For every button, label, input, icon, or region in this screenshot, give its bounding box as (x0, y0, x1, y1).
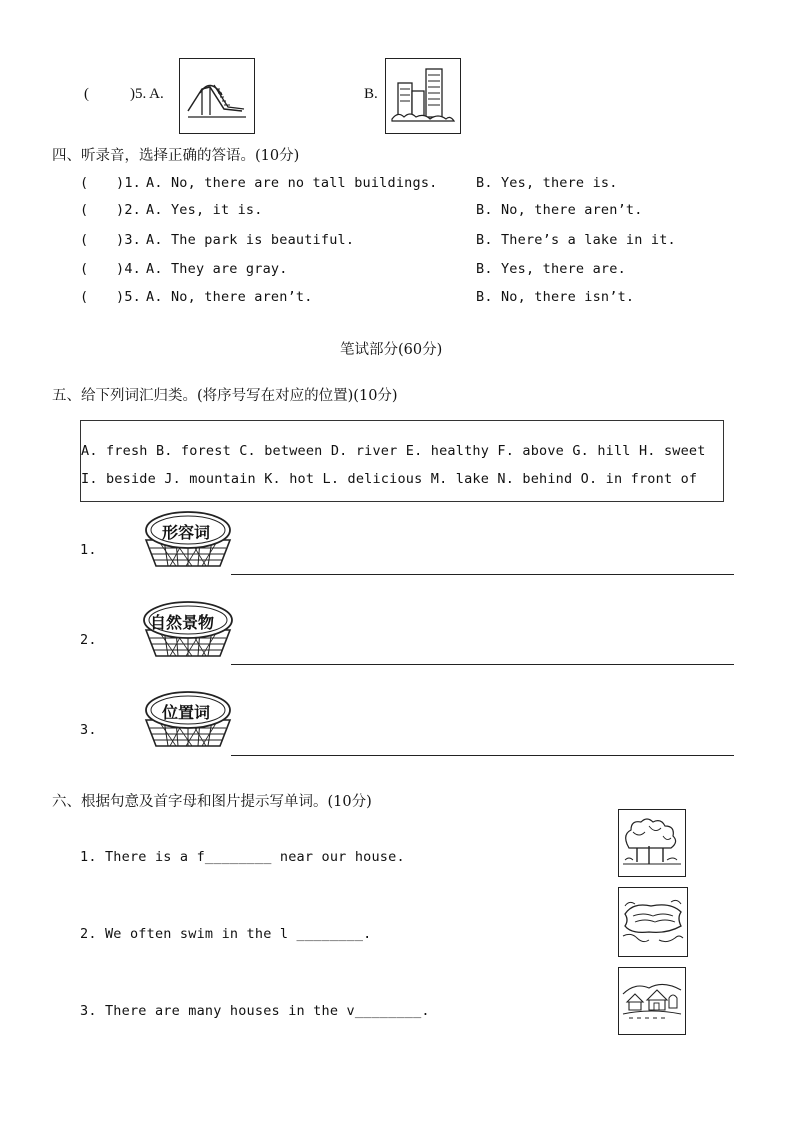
option-b: B. Yes, there is. (476, 175, 618, 191)
option-b: B. Yes, there are. (476, 261, 626, 277)
basket-number: 2. (80, 632, 97, 648)
option-b: B. There’s a lake in it. (476, 232, 676, 248)
question-5-label: )5. A. (130, 86, 164, 102)
fill-in-sentence: 3. There are many houses in the v________. (80, 1003, 430, 1019)
option-b: B. No, there aren’t. (476, 202, 643, 218)
word-bank-line-2: I. beside J. mountain K. hot L. delicious M. lake N. behind O. in front of (81, 471, 698, 487)
answer-line[interactable] (231, 755, 734, 756)
basket-label: 自然景物 (150, 615, 215, 632)
answer-paren: ( (80, 175, 89, 191)
basket-number: 3. (80, 722, 97, 738)
answer-paren: ( (80, 202, 89, 218)
answer-paren: ( (80, 232, 89, 248)
item-number: )2. (116, 202, 141, 218)
fill-in-sentence: 2. We often swim in the l ________. (80, 926, 372, 942)
answer-paren-open: ( (84, 86, 89, 102)
bridge-icon (179, 58, 255, 134)
option-b-label: B. (364, 86, 378, 102)
option-a: A. No, there aren’t. (146, 289, 313, 305)
section-5-title: 五、给下列词汇归类。(将序号写在对应的位置)(10分) (52, 388, 398, 404)
section-6-title: 六、根据句意及首字母和图片提示写单词。(10分) (52, 794, 372, 810)
option-a: A. They are gray. (146, 261, 288, 277)
option-a: A. No, there are no tall buildings. (146, 175, 438, 191)
written-part-heading: 笔试部分(60分) (340, 342, 443, 358)
section-4-title: 四、听录音，选择正确的答语。(10分) (52, 148, 300, 164)
item-number: )5. (116, 289, 141, 305)
answer-line[interactable] (231, 664, 734, 665)
tall-buildings-icon (385, 58, 461, 134)
basket-label: 位置词 (162, 705, 211, 722)
item-number: )4. (116, 261, 141, 277)
village-icon (618, 967, 686, 1035)
answer-line[interactable] (231, 574, 734, 575)
option-b: B. No, there isn’t. (476, 289, 635, 305)
answer-paren: ( (80, 289, 89, 305)
lake-icon (618, 887, 688, 957)
word-bank-box (80, 420, 724, 502)
item-number: )1. (116, 175, 141, 191)
forest-trees-icon (618, 809, 686, 877)
basket-label: 形容词 (162, 525, 211, 542)
item-number: )3. (116, 232, 141, 248)
basket-number: 1. (80, 542, 97, 558)
word-bank-line-1: A. fresh B. forest C. between D. river E. healthy F. above G. hill H. sweet (81, 443, 706, 459)
fill-in-sentence: 1. There is a f________ near our house. (80, 849, 405, 865)
option-a: A. The park is beautiful. (146, 232, 355, 248)
option-a: A. Yes, it is. (146, 202, 263, 218)
answer-paren: ( (80, 261, 89, 277)
